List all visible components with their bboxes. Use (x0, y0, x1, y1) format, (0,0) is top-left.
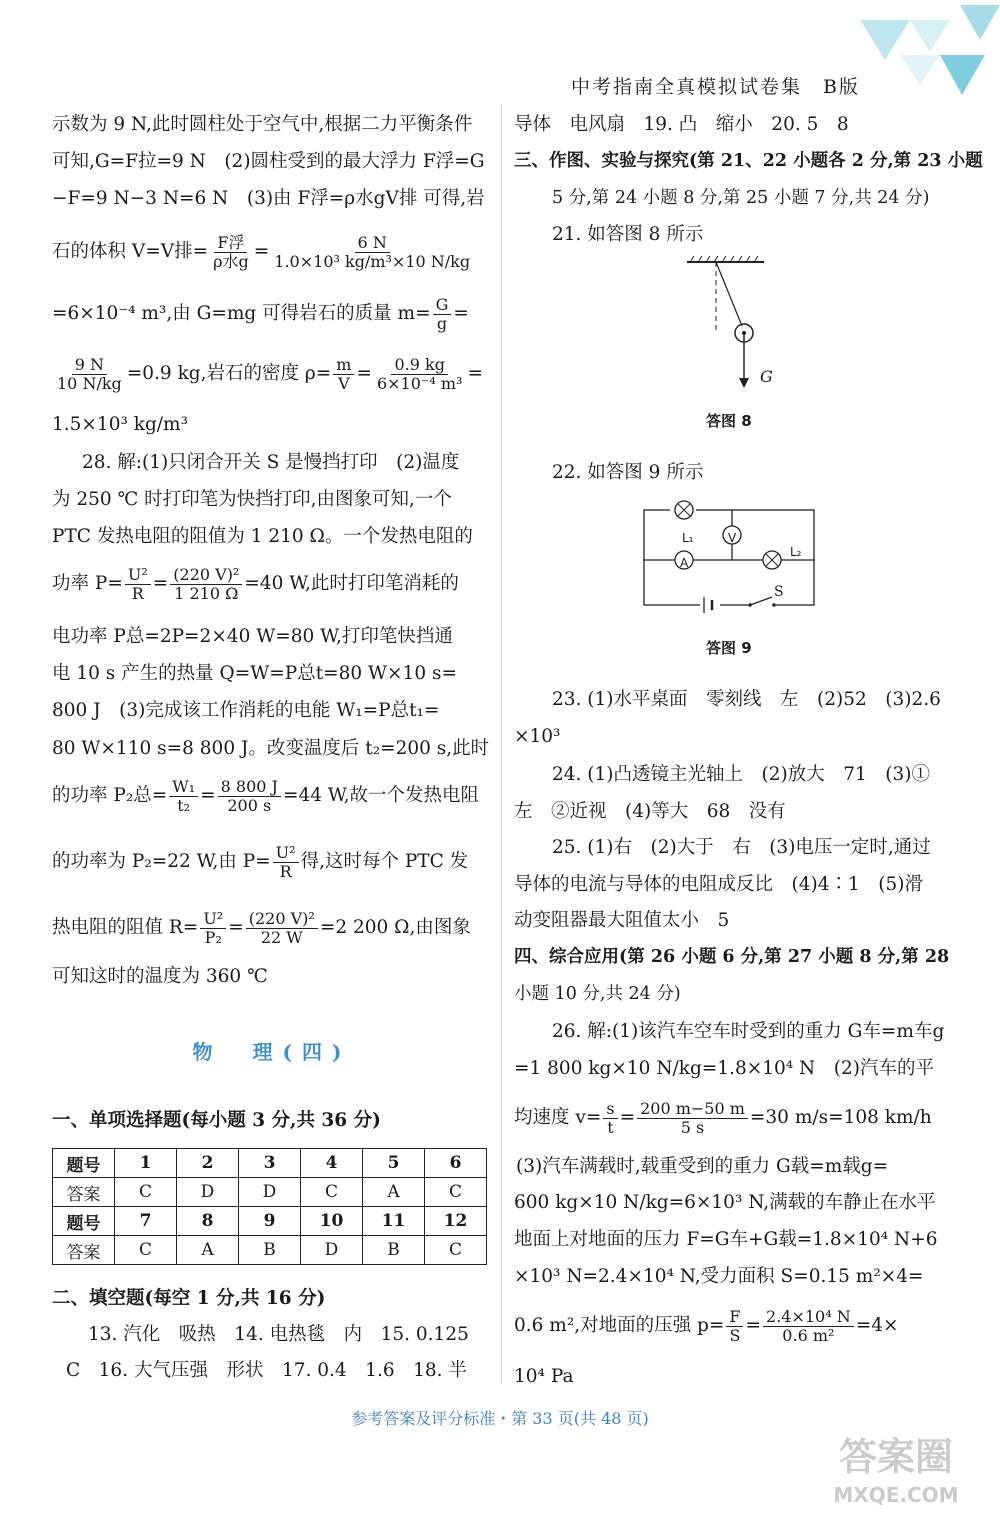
question-21: 21. 如答图 8 所示 (552, 224, 704, 245)
table-cell: C (425, 1236, 487, 1265)
text-line: =1 800 kg×10 N/kg=1.8×10⁴ N (2)汽车的平 (514, 1058, 934, 1079)
numerator: 6 N (355, 234, 390, 253)
section-heading: 一、单项选择题(每小题 3 分,共 36 分) (52, 1110, 381, 1131)
fraction (169, 778, 198, 815)
formula-line (52, 294, 469, 334)
table-cell: A (363, 1178, 425, 1207)
text-line: PTC 发热电阻的阻值为 1 210 Ω。一个发热电阻的 (52, 526, 473, 547)
text-line: 可知,G=F拉=9 N (2)圆柱受到的最大浮力 F浮=G (52, 151, 485, 172)
fraction (200, 910, 226, 947)
text-span: =30 m/s=108 km/h (749, 1107, 932, 1128)
denominator: V (338, 373, 350, 393)
text-span: = (453, 303, 469, 324)
text-span: = (228, 917, 244, 938)
denominator: P₂ (204, 927, 222, 947)
table-cell: 10 (301, 1207, 363, 1236)
text-span: = (356, 363, 372, 384)
numerator: G (433, 296, 452, 315)
table-cell: C (115, 1178, 177, 1207)
numerator: 0.9 kg (391, 356, 447, 375)
text-line: 地面上对地面的压力 F=G车+G载=1.8×10⁴ N+6 (514, 1229, 938, 1250)
fraction (637, 1100, 748, 1137)
denominator: g (436, 313, 448, 333)
denominator: 10 N/kg (57, 373, 122, 393)
denominator: 200 s (227, 795, 272, 815)
denominator: R (131, 583, 144, 603)
figure-8-pendulum (682, 254, 772, 394)
fraction (726, 1308, 743, 1345)
table-cell: 7 (115, 1207, 177, 1236)
text-line: 示数为 9 N,此时圆柱处于空气中,根据二力平衡条件 (52, 114, 473, 135)
figure-9-label-s: S (774, 584, 784, 600)
figure-9-label-a: A (680, 556, 689, 570)
fraction (433, 296, 452, 333)
question-28-line: 28. 解:(1)只闭合开关 S 是慢挡打印 (2)温度 (82, 452, 460, 473)
fraction (125, 566, 151, 603)
table-cell: 答案 (53, 1236, 115, 1265)
table-cell: 9 (239, 1207, 301, 1236)
numerator: 2.4×10⁴ N (763, 1308, 854, 1327)
formula-line (52, 232, 475, 272)
denominator: 22 W (260, 927, 303, 947)
text-span: =40 W,此时打印笔消耗的 (244, 573, 459, 594)
table-cell: D (239, 1178, 301, 1207)
table-row (53, 1236, 487, 1265)
numerator: m (333, 356, 354, 375)
table-row (53, 1178, 487, 1207)
table-cell: 4 (301, 1149, 363, 1178)
text-line: 80 W×110 s=8 800 J。改变温度后 t₂=200 s,此时 (52, 738, 490, 759)
numerator: s (603, 1100, 617, 1119)
section-heading: 四、综合应用(第 26 小题 6 分,第 27 小题 8 分,第 28 (514, 947, 950, 967)
section-heading: 三、作图、实验与探究(第 21、22 小题各 2 分,第 23 小题 (514, 151, 983, 171)
table-cell: 答案 (53, 1178, 115, 1207)
text-span: = (467, 363, 483, 384)
watermark-text-url: MXQE.COM (833, 1483, 959, 1507)
section-heading: 二、填空题(每空 1 分,共 16 分) (52, 1288, 326, 1309)
denominator: R (279, 861, 292, 881)
formula-line (52, 908, 471, 948)
text-line: 1.5×10³ kg/m³ (52, 414, 189, 435)
numerator: 200 m−50 m (637, 1100, 748, 1119)
formula-line (52, 354, 483, 394)
numerator: U² (125, 566, 151, 585)
figure-9-label-v: V (728, 531, 737, 545)
table-cell: 11 (363, 1207, 425, 1236)
table-cell: 1 (115, 1149, 177, 1178)
text-line: 导体 电风扇 19. 凸 缩小 20. 5 8 (514, 114, 849, 135)
text-span: = (253, 241, 270, 262)
table-cell: D (177, 1178, 239, 1207)
text-line: C 16. 大气压强 形状 17. 0.4 1.6 18. 半 (66, 1360, 467, 1381)
text-line: 电 10 s 产生的热量 Q=W=P总t=80 W×10 s= (52, 663, 457, 684)
numerator: 9 N (72, 356, 107, 375)
text-line: 小题 10 分,共 24 分) (514, 984, 681, 1004)
table-row (53, 1207, 487, 1236)
text-line: 可知这时的温度为 360 ℃ (52, 966, 268, 987)
text-line: −F=9 N−3 N=6 N (3)由 F浮=ρ水gV排 可得,岩 (52, 188, 485, 209)
answer-table (52, 1148, 487, 1265)
denominator: t₂ (177, 795, 191, 815)
table-cell: 题号 (53, 1207, 115, 1236)
numerator: U² (200, 910, 226, 929)
formula-line (52, 776, 479, 816)
text-line: 5 分,第 24 小题 8 分,第 25 小题 7 分,共 24 分) (552, 188, 930, 208)
text-line: 为 250 ℃ 时打印笔为快挡打印,由图象可知,一个 (52, 489, 452, 510)
question-24-line: 24. (1)凸透镜主光轴上 (2)放大 71 (3)① (552, 764, 930, 785)
fraction (246, 910, 318, 947)
table-cell: 8 (177, 1207, 239, 1236)
text-span: =6×10⁻⁴ m³,由 G=mg 可得岩石的质量 m= (52, 303, 431, 324)
table-cell: D (301, 1236, 363, 1265)
question-26-line: 26. 解:(1)该汽车空车时受到的重力 G车=m车g (552, 1021, 945, 1042)
page-footer: 参考答案及评分标准・第 33 页(共 48 页) (351, 1409, 649, 1428)
figure-9-caption: 答图 9 (706, 639, 752, 657)
fraction (763, 1308, 854, 1345)
watermark-text-main: 答案圈 (838, 1435, 954, 1479)
question-22: 22. 如答图 9 所示 (552, 462, 704, 483)
text-span: = (745, 1315, 761, 1336)
page-header-title: 中考指南全真模拟试卷集 B版 (571, 76, 860, 98)
text-span: =2 200 Ω,由图象 (319, 917, 471, 938)
question-23-line: 23. (1)水平桌面 零刻线 左 (2)52 (3)2.6 (552, 689, 941, 710)
fraction (333, 356, 354, 393)
fraction (218, 778, 281, 815)
question-25-line: 25. (1)右 (2)大于 右 (3)电压一定时,通过 (552, 837, 931, 858)
text-span: 0.6 m²,对地面的压强 p= (514, 1315, 725, 1336)
table-cell: B (239, 1236, 301, 1265)
denominator: t (607, 1117, 614, 1137)
text-line: (3)汽车满载时,载重受到的重力 G载=m载g= (516, 1156, 889, 1177)
fraction (603, 1100, 617, 1137)
denominator: 0.6 m² (782, 1325, 835, 1345)
table-cell: 6 (425, 1149, 487, 1178)
text-span: 均速度 v= (514, 1107, 602, 1128)
numerator: (220 V)² (170, 566, 242, 585)
table-cell: 2 (177, 1149, 239, 1178)
text-span: = (619, 1107, 636, 1128)
fraction (374, 356, 465, 393)
table-cell: A (177, 1236, 239, 1265)
text-line: 10⁴ Pa (514, 1366, 574, 1387)
text-span: 功率 P= (52, 573, 123, 594)
text-line: 600 kg×10 N/kg=6×10³ N,满载的车静止在水平 (514, 1192, 936, 1213)
table-cell: C (115, 1236, 177, 1265)
text-span: 的功率 P₂总= (52, 785, 168, 806)
text-line: 动变阻器最大阻值太小 5 (514, 910, 730, 931)
text-span: 热电阻的阻值 R= (52, 917, 199, 938)
text-line: 左 ②近视 (4)等大 68 没有 (514, 801, 786, 822)
column-divider (501, 104, 502, 1384)
text-span: 得,这时每个 PTC 发 (300, 851, 469, 872)
table-cell: C (425, 1178, 487, 1207)
text-span: 石的体积 V=V排= (52, 241, 209, 262)
fraction (273, 844, 299, 881)
text-line: ×10³ N=2.4×10⁴ N,受力面积 S=0.15 m²×4= (514, 1266, 924, 1287)
text-span: 的功率为 P₂=22 W,由 P= (52, 851, 271, 872)
text-span: =4× (855, 1315, 899, 1336)
subject-title: 物 理(四) (192, 1040, 352, 1064)
table-cell: 5 (363, 1149, 425, 1178)
denominator: ρ水g (213, 251, 249, 271)
numerator: (220 V)² (246, 910, 318, 929)
text-line: 13. 汽化 吸热 14. 电热毯 内 15. 0.125 (88, 1324, 469, 1345)
numerator: F浮 (214, 234, 247, 253)
text-line: 电功率 P总=2P=2×40 W=80 W,打印笔快挡通 (52, 626, 453, 647)
fraction (54, 356, 125, 393)
figure-8-label-g: G (760, 367, 773, 386)
denominator: 5 s (680, 1117, 705, 1137)
table-cell: C (301, 1178, 363, 1207)
denominator: S (729, 1325, 741, 1345)
table-cell: 3 (239, 1149, 301, 1178)
numerator: W₁ (169, 778, 198, 797)
figure-9-label-l1: L₁ (682, 531, 694, 545)
watermark-logo (806, 1420, 986, 1510)
fraction (210, 234, 252, 271)
text-line: 导体的电流与导体的电阻成反比 (4)4∶1 (5)滑 (514, 874, 923, 895)
text-span: =0.9 kg,岩石的密度 ρ= (126, 363, 332, 384)
text-span: = (152, 573, 169, 594)
text-line: 800 J (3)完成该工作消耗的电能 W₁=P总t₁= (52, 700, 440, 721)
fraction (170, 566, 242, 603)
formula-line (52, 842, 468, 882)
formula-line (52, 564, 459, 604)
table-row (53, 1149, 487, 1178)
text-span: =44 W,故一个发热电阻 (282, 785, 480, 806)
numerator: 8 800 J (218, 778, 281, 797)
numerator: F (726, 1308, 743, 1327)
table-cell: B (363, 1236, 425, 1265)
formula-line (514, 1306, 899, 1346)
numerator: U² (273, 844, 299, 863)
text-line: ×10³ (514, 726, 561, 747)
denominator: 1.0×10³ kg/m³×10 N/kg (274, 251, 471, 271)
figure-9-label-l2: L₂ (790, 545, 802, 559)
formula-line (514, 1098, 932, 1138)
fraction (271, 234, 473, 271)
denominator: 6×10⁻⁴ m³ (376, 373, 463, 393)
table-cell: 12 (425, 1207, 487, 1236)
text-span: = (200, 785, 216, 806)
table-cell: 题号 (53, 1149, 115, 1178)
denominator: 1 210 Ω (174, 583, 239, 603)
figure-8-caption: 答图 8 (706, 412, 752, 430)
